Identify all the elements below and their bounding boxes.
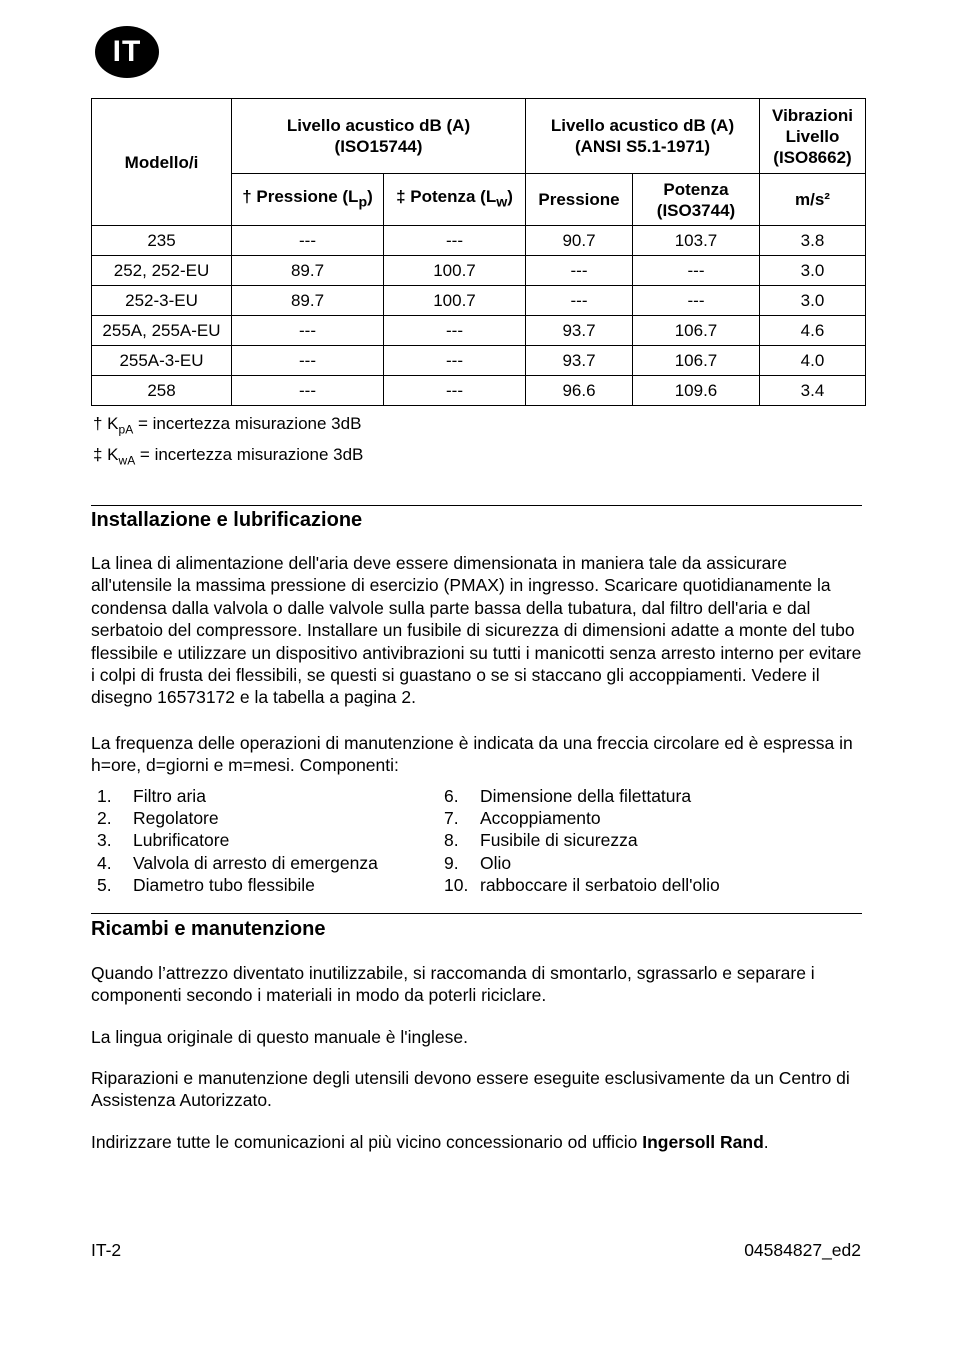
cell-value: 4.0 bbox=[760, 346, 866, 376]
parts-paragraph-1: Quando l’attrezzo diventato inutilizzabile, si raccomanda di smontarlo, sgrassarlo e separare i componenti secondo i materiali in modo da poterli riciclare. bbox=[91, 963, 815, 1006]
cell-value: 100.7 bbox=[384, 256, 526, 286]
cell-value: 3.8 bbox=[760, 226, 866, 256]
cell-model: 255A, 255A-EU bbox=[92, 316, 232, 346]
header-pressure-lp: † Pressione $(L_p)$ bbox=[232, 174, 384, 226]
cell-value: 100.7 bbox=[384, 286, 526, 316]
sound-vibration-table bbox=[91, 98, 866, 406]
header-pressure: Pressione bbox=[526, 174, 633, 226]
installation-paragraph-2: La frequenza delle operazioni di manutenzione è indicata da una freccia circolare ed è espressa in h=ore, d=giorni e m=mesi. Componenti: bbox=[91, 733, 853, 776]
cell-value: --- bbox=[232, 376, 384, 406]
cell-value: 106.7 bbox=[633, 346, 760, 376]
table-row bbox=[92, 226, 866, 256]
list-item: 9. Olio bbox=[444, 852, 512, 873]
table-row bbox=[92, 316, 866, 346]
footnote-kpa: † $K_{pA}$ = incertezza misurazione 3dB bbox=[93, 414, 362, 437]
cell-value: --- bbox=[633, 256, 760, 286]
cell-value: 93.7 bbox=[526, 346, 633, 376]
cell-value: 89.7 bbox=[232, 286, 384, 316]
cell-value: --- bbox=[384, 376, 526, 406]
footnote-kwa: ‡ $K_{wA}$ = incertezza misurazione 3dB bbox=[93, 445, 364, 468]
table-footnotes bbox=[93, 411, 363, 474]
cell-value: 93.7 bbox=[526, 316, 633, 346]
parts-title: Ricambi e manutenzione bbox=[91, 918, 326, 940]
components-list-left bbox=[91, 785, 378, 896]
list-item: 5. Diametro tubo flessibile bbox=[97, 874, 315, 895]
cell-model: 255A-3-EU bbox=[92, 346, 232, 376]
brand-name: Ingersoll Rand bbox=[642, 1132, 764, 1152]
list-item: 7. Accoppiamento bbox=[444, 808, 601, 829]
list-item: 1. Filtro aria bbox=[97, 786, 206, 806]
cell-value: 4.6 bbox=[760, 316, 866, 346]
cell-value: 3.0 bbox=[760, 286, 866, 316]
installation-paragraph-1: La linea di alimentazione dell'aria deve essere dimensionata in maniera tale da assicurare all'utensile la massima pressione di esercizio (PMAX) in ingresso. Scaricare quotidianamente la condensa dalla valvola o dalle valvole sulla parte bassa della tubatura, dal filtro dell'aria e dal serbatoio del compressore. Installare un fusibile di sicurezza di dimensioni adatte a monte del tubo flessibile e utilizzare un dispositivo antivibrazioni su tutti i manicotti senza arresto interno per evitare i colpi di frusta dei flessibili, se questi si guastano o se si staccano gli accoppiamenti. Vedere il disegno 16573172 e la tabella a pagina 2. bbox=[91, 553, 862, 708]
header-power-iso3744: Potenza (ISO3744) bbox=[633, 174, 760, 226]
components-list-right bbox=[444, 785, 720, 896]
list-item: 10. rabboccare il serbatoio dell'olio bbox=[444, 874, 720, 895]
cell-value: --- bbox=[384, 346, 526, 376]
list-item: 8. Fusibile di sicurezza bbox=[444, 830, 638, 851]
cell-value: 90.7 bbox=[526, 226, 633, 256]
list-item: 2. Regolatore bbox=[97, 808, 219, 829]
cell-value: --- bbox=[633, 286, 760, 316]
table-row bbox=[92, 286, 866, 316]
cell-value: 109.6 bbox=[633, 376, 760, 406]
document-code: 04584827_ed2 bbox=[744, 1240, 861, 1260]
cell-model: 258 bbox=[92, 376, 232, 406]
cell-value: 106.7 bbox=[633, 316, 760, 346]
installation-title: Installazione e lubrificazione bbox=[91, 509, 363, 531]
section-divider bbox=[91, 505, 862, 506]
header-vibration: Vibrazioni Livello (ISO8662) bbox=[760, 99, 866, 174]
parts-paragraph-4: Indirizzare tutte le comunicazioni al più vicino concessionario od ufficio Ingersoll Rand. bbox=[91, 1132, 769, 1152]
page-number: IT-2 bbox=[91, 1240, 122, 1260]
cell-model: 235 bbox=[92, 226, 232, 256]
header-model: Modello/i bbox=[92, 99, 232, 226]
cell-value: 96.6 bbox=[526, 376, 633, 406]
cell-model: 252, 252-EU bbox=[92, 256, 232, 286]
cell-value: 3.0 bbox=[760, 256, 866, 286]
section-divider bbox=[91, 913, 862, 914]
cell-value: 3.4 bbox=[760, 376, 866, 406]
language-badge: IT bbox=[95, 26, 159, 78]
cell-value: 103.7 bbox=[633, 226, 760, 256]
cell-value: --- bbox=[384, 316, 526, 346]
header-iso15744: Livello acustico dB (A) (ISO15744) bbox=[232, 99, 526, 174]
parts-paragraph-2: La lingua originale di questo manuale è l'inglese. bbox=[91, 1027, 468, 1047]
table-row bbox=[92, 256, 866, 286]
cell-value: --- bbox=[232, 316, 384, 346]
cell-value: --- bbox=[526, 256, 633, 286]
header-vibration-unit: m/s² bbox=[760, 174, 866, 226]
cell-value: 89.7 bbox=[232, 256, 384, 286]
cell-value: --- bbox=[232, 226, 384, 256]
list-item: 3. Lubrificatore bbox=[97, 830, 230, 851]
cell-value: --- bbox=[384, 226, 526, 256]
cell-value: --- bbox=[232, 346, 384, 376]
cell-value: --- bbox=[526, 286, 633, 316]
cell-model: 252-3-EU bbox=[92, 286, 232, 316]
table-row bbox=[92, 376, 866, 406]
table-row bbox=[92, 346, 866, 376]
list-item: 6. Dimensione della filettatura bbox=[444, 786, 692, 806]
header-ansi: Livello acustico dB (A) (ANSI S5.1-1971) bbox=[526, 99, 760, 174]
parts-paragraph-3: Riparazioni e manutenzione degli utensili devono essere eseguite esclusivamente da un Centro di Assistenza Autorizzato. bbox=[91, 1068, 850, 1111]
list-item: 4. Valvola di arresto di emergenza bbox=[97, 852, 378, 873]
header-power-lw: ‡ Potenza $(L_w)$ bbox=[384, 174, 526, 226]
